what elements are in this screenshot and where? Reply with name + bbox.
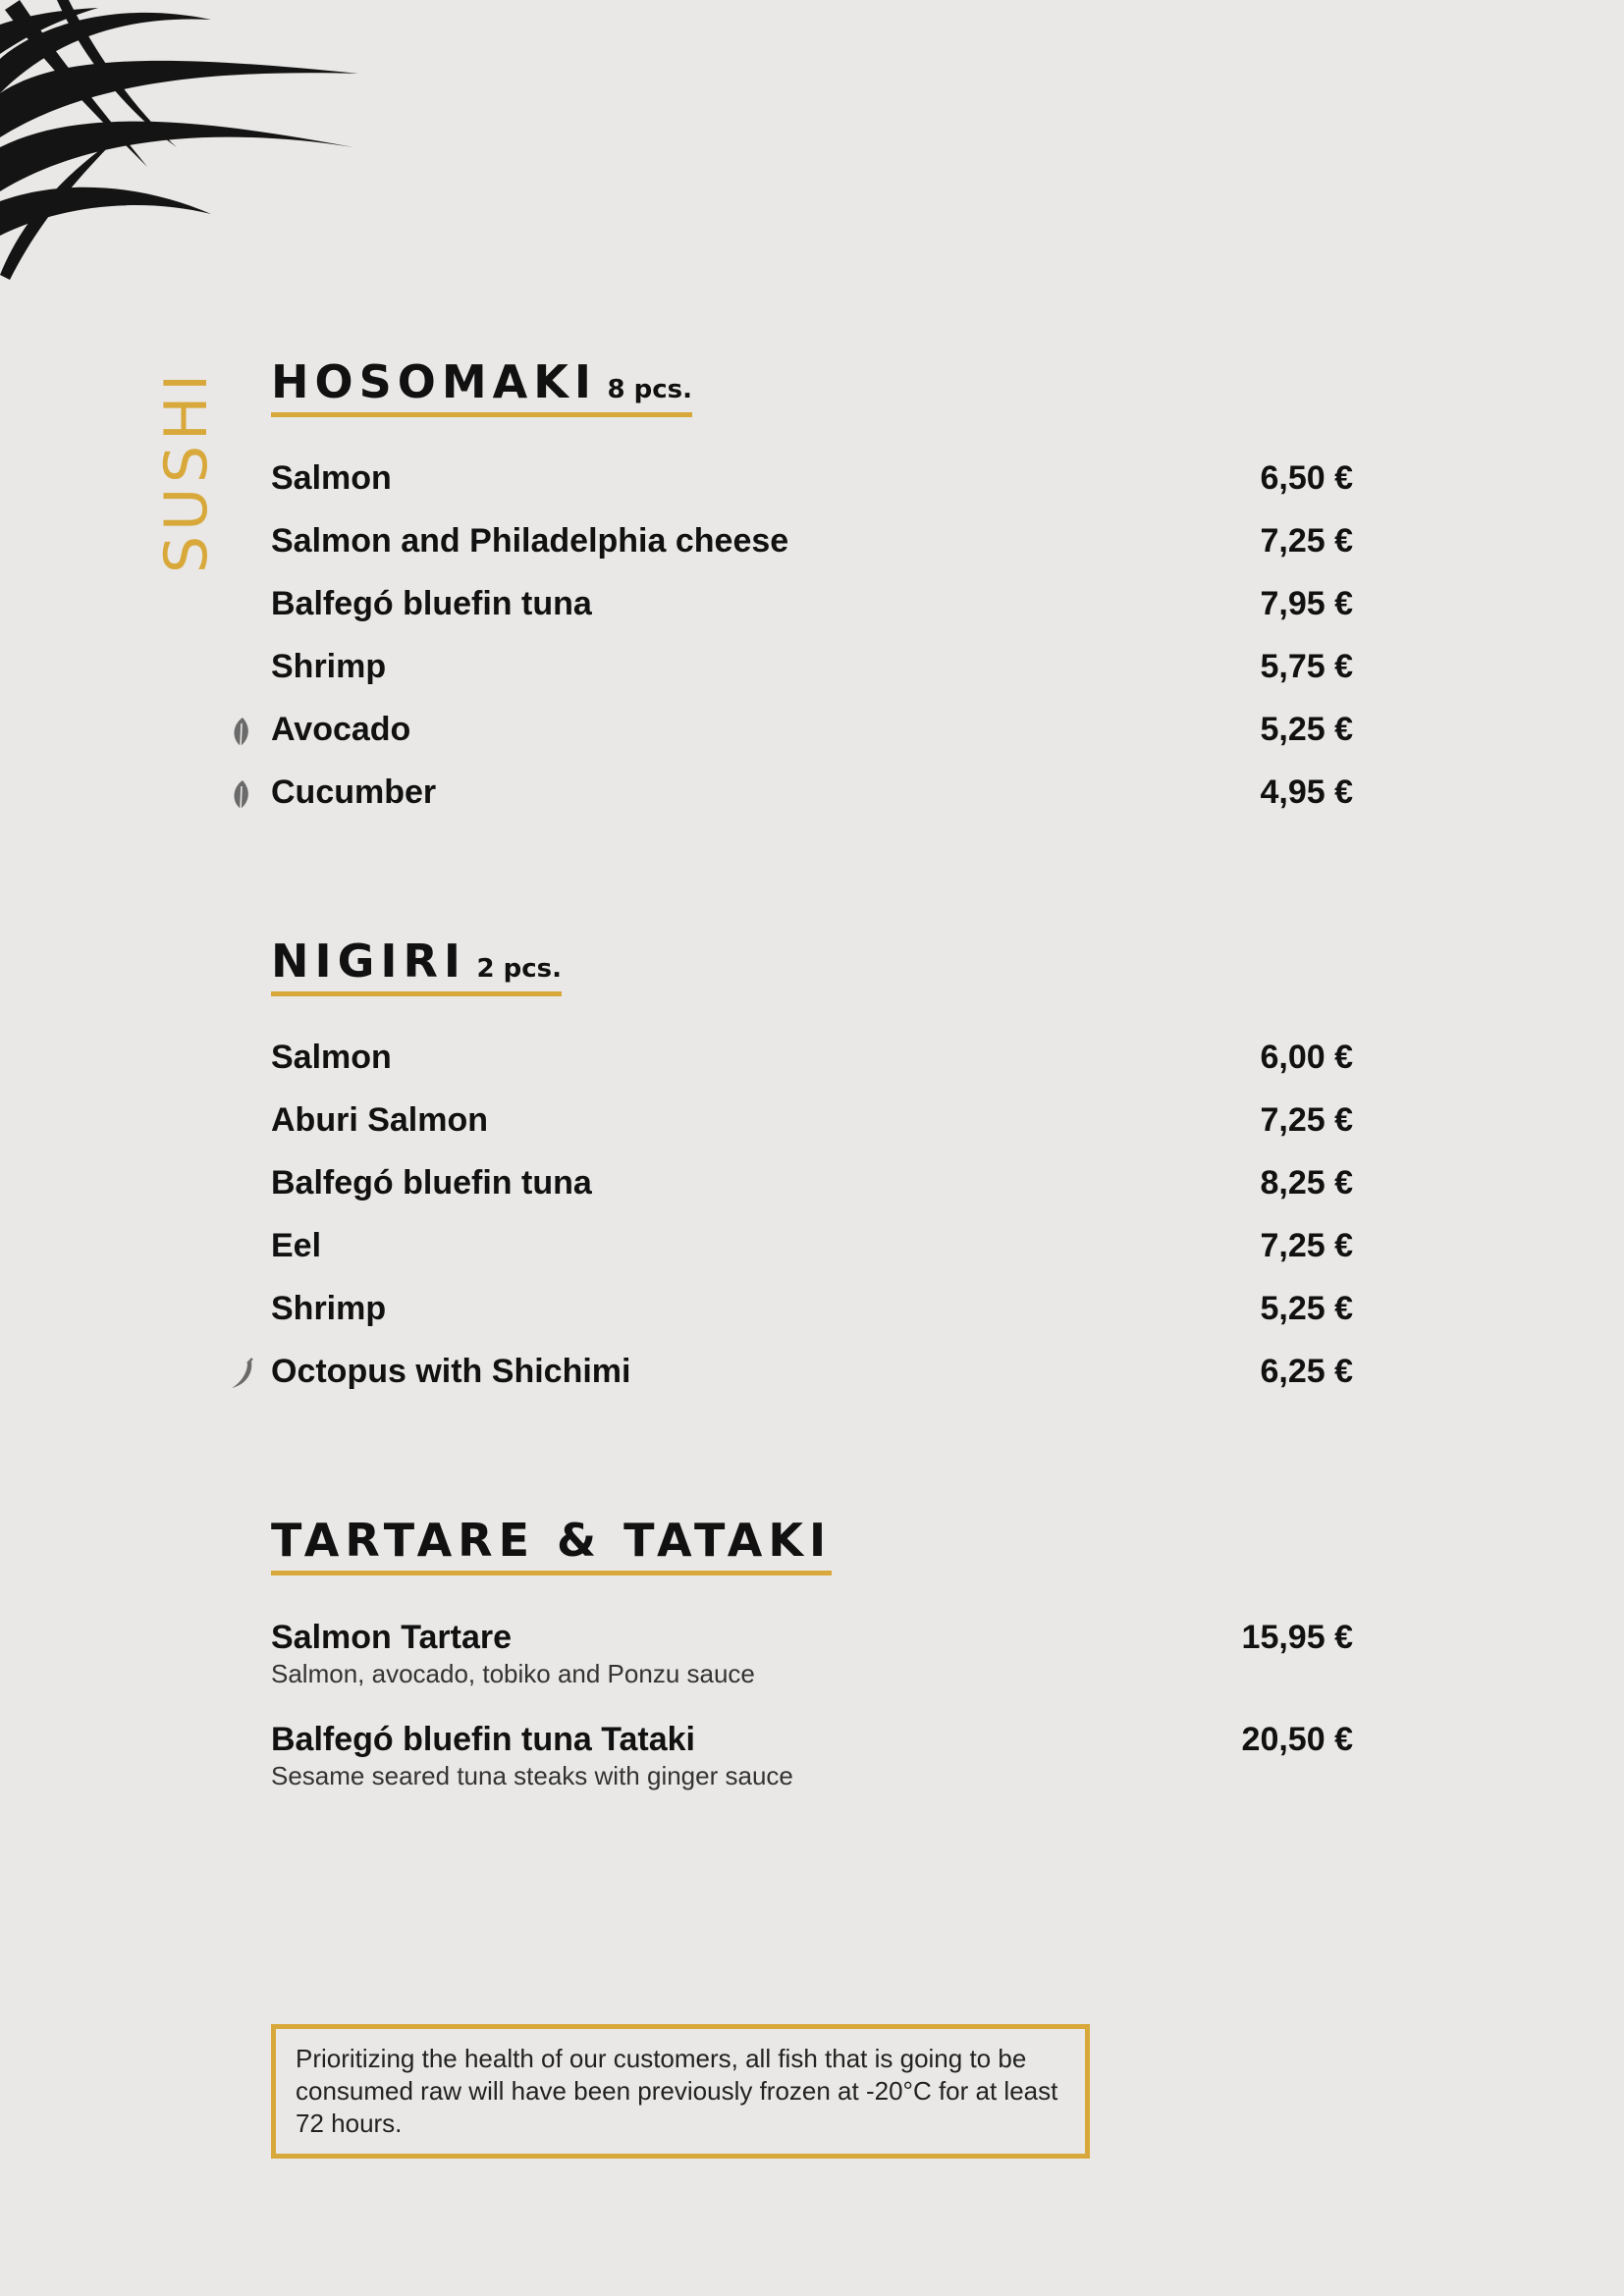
item-price: 5,25 € [1260, 1289, 1353, 1327]
section-subtitle: 2 pcs. [476, 954, 563, 984]
section-title: HOSOMAKI [271, 355, 597, 408]
vegetarian-leaf-icon [228, 778, 257, 812]
item-name: Eel [271, 1226, 322, 1264]
item-name: Shrimp [271, 1289, 387, 1327]
item-price: 7,95 € [1260, 584, 1353, 622]
item-name: Shrimp [271, 647, 387, 685]
spicy-chili-icon [228, 1358, 257, 1391]
item-price: 20,50 € [1241, 1721, 1353, 1758]
item-name: Avocado [271, 710, 411, 748]
menu-item [271, 509, 1353, 572]
item-price: 6,50 € [1260, 458, 1353, 497]
item-price: 5,75 € [1260, 647, 1353, 685]
item-list [271, 1619, 1351, 1791]
item-name: Balfegó bluefin tuna [271, 584, 592, 622]
item-name: Aburi Salmon [271, 1100, 489, 1139]
sushi-side-label [152, 363, 221, 579]
item-price: 7,25 € [1260, 1100, 1353, 1139]
section-tartare-tataki [271, 1514, 1351, 1823]
decorative-leaves-illustration [0, 0, 373, 285]
item-price: 5,25 € [1260, 710, 1353, 748]
side-label-text: SUSHI [152, 369, 221, 573]
section-heading [271, 934, 562, 996]
item-price: 7,25 € [1260, 1226, 1353, 1264]
menu-item [271, 1277, 1353, 1340]
item-name: Salmon Tartare [271, 1619, 513, 1656]
section-heading [271, 355, 692, 417]
item-name: Salmon [271, 458, 392, 497]
menu-item [271, 1619, 1353, 1689]
item-description: Salmon, avocado, tobiko and Ponzu sauce [271, 1659, 755, 1688]
item-name: Octopus with Shichimi [271, 1352, 631, 1390]
section-nigiri [271, 934, 1351, 1403]
raw-fish-notice: Prioritizing the health of our customers, all fish that is going to be consumed raw will have been previously frozen at -20°C for at least 72 hours. [271, 2024, 1090, 2159]
menu-item [271, 698, 1353, 761]
section-subtitle: 8 pcs. [607, 375, 692, 404]
menu-item [271, 1721, 1353, 1791]
item-name: Salmon and Philadelphia cheese [271, 521, 789, 560]
item-price: 4,95 € [1260, 773, 1353, 811]
section-heading [271, 1514, 832, 1575]
section-title: NIGIRI [271, 934, 467, 988]
item-name: Salmon [271, 1038, 392, 1076]
item-name: Balfegó bluefin tuna [271, 1163, 592, 1201]
item-name: Balfegó bluefin tuna Tataki [271, 1721, 695, 1758]
menu-item [271, 1151, 1353, 1214]
section-hosomaki [271, 355, 1351, 824]
item-list [271, 1026, 1351, 1403]
vegetarian-leaf-icon [228, 716, 257, 749]
menu-item [271, 1089, 1353, 1151]
item-price: 6,25 € [1260, 1352, 1353, 1390]
menu-item [271, 447, 1353, 509]
item-price: 8,25 € [1260, 1163, 1353, 1201]
menu-item [271, 761, 1353, 824]
menu-item [271, 1340, 1353, 1403]
item-price: 15,95 € [1241, 1619, 1353, 1656]
section-title: TARTARE & TATAKI [271, 1514, 833, 1567]
menu-item [271, 1026, 1353, 1089]
menu-item [271, 635, 1353, 698]
menu-item [271, 1214, 1353, 1277]
menu-item [271, 572, 1353, 635]
item-name: Cucumber [271, 773, 437, 811]
item-price: 6,00 € [1260, 1038, 1353, 1076]
item-list [271, 447, 1351, 824]
item-description: Sesame seared tuna steaks with ginger sauce [271, 1761, 793, 1790]
item-price: 7,25 € [1260, 521, 1353, 560]
